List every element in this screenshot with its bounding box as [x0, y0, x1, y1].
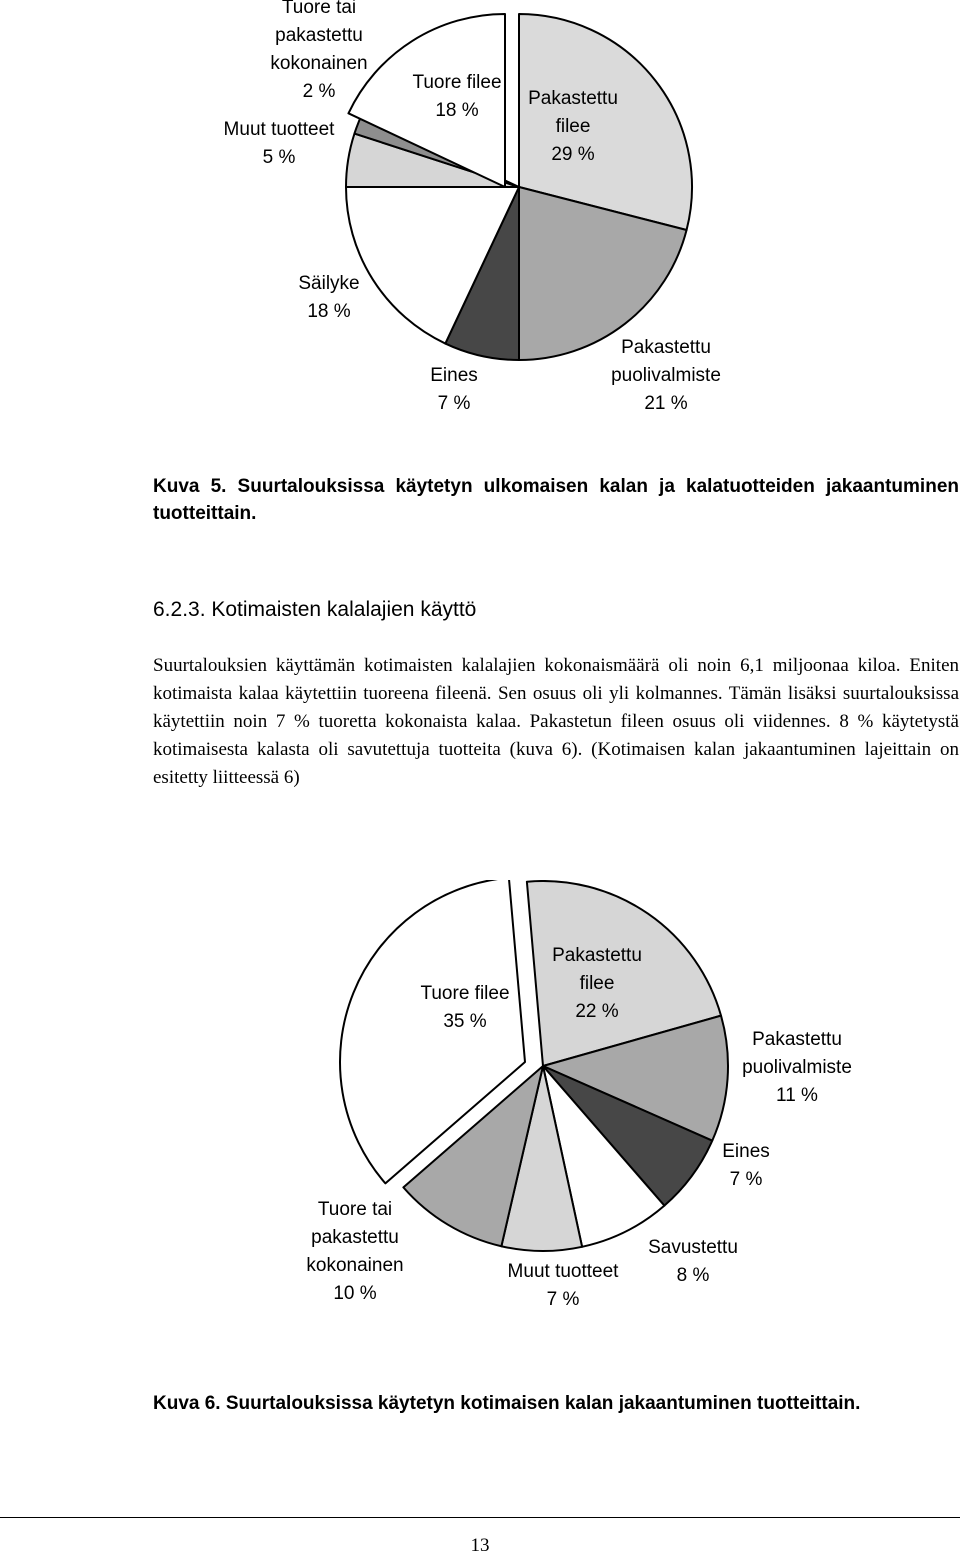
pie-slice-label: Eines 7 %: [722, 1141, 770, 1190]
pie-slice-label: Pakastettu filee 22 %: [552, 945, 642, 1022]
pie-slice-label: Pakastettu puolivalmiste 21 %: [611, 337, 721, 414]
pie-slice-label: Muut tuotteet 5 %: [223, 119, 335, 168]
pie-slice-label: Pakastettu puolivalmiste 11 %: [742, 1029, 852, 1106]
pie-slice-label: Tuore tai pakastettu kokonainen 10 %: [306, 1199, 404, 1304]
pie-slice-label: Muut tuotteet 7 %: [507, 1261, 619, 1310]
pie-slice-label: Tuore tai pakastettu kokonainen 2 %: [270, 0, 368, 102]
section-heading: 6.2.3. Kotimaisten kalalajien käyttö: [153, 598, 477, 621]
pie-slice-label: Pakastettu filee 29 %: [528, 88, 618, 165]
pie-slice-label: Eines 7 %: [430, 365, 478, 414]
body-paragraph: Suurtalouksien käyttämän kotimaisten kalalajien kokonaismäärä oli noin 6,1 miljoonaa kiloa. Eniten kotimaista kalaa käytettiin tuoreena fileenä. Sen osuus oli yli kolmannes. Tämän lisäksi suurtalouksissa käytettiin noin 7 % tuoretta kokonaista kalaa. Pakastetun fileen osuus oli viidennes. 8 % käytetystä kotimaisesta kalasta oli savutettuja tuotteita (kuva 6). (Kotimaisen kalan jakaantuminen lajeittain on esitetty liitteessä 6): [153, 655, 959, 788]
pie-slice-label: Säilyke 18 %: [298, 273, 360, 322]
figure-caption-kuva6: Kuva 6. Suurtalouksissa käytetyn kotimaisen kalan jakaantuminen tuotteittain.: [153, 1393, 861, 1414]
pie-slice-label: Savustettu 8 %: [648, 1237, 738, 1286]
page-number: 13: [470, 1535, 490, 1556]
pie-chart-kuva5: [0, 0, 960, 420]
footer-rule: [0, 1517, 960, 1518]
pie-chart-kuva6: [0, 880, 960, 1380]
pie-slice-label: Tuore filee 18 %: [412, 72, 502, 121]
figure-caption-kuva5: Kuva 5. Suurtalouksissa käytetyn ulkomaisen kalan ja kalatuotteiden jakaantuminen tuotteittain.: [153, 476, 959, 524]
pie-slice-label: Tuore filee 35 %: [420, 983, 510, 1032]
